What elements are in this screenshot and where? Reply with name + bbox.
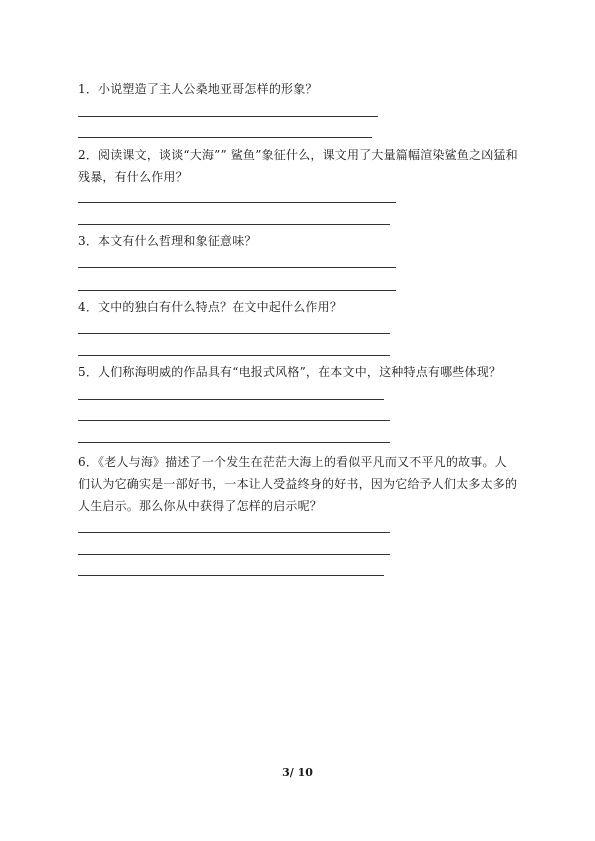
answer-line [78, 116, 378, 117]
question-2: 2．阅读课文，谈谈“大海”” 鲨鱼”象征什么，课文用了大量篇幅渲染鲨鱼之凶猛和残暴，有什么作用？ [78, 148, 518, 184]
answer-line [78, 137, 372, 138]
answer-line [78, 355, 390, 356]
answer-line [78, 420, 390, 421]
answer-line [78, 532, 390, 533]
answer-line [78, 575, 384, 576]
answer-line [78, 442, 390, 443]
question-4: 4．文中的独白有什么特点？在文中起什么作用？ [78, 300, 343, 314]
answer-line [78, 267, 396, 268]
answer-line [78, 333, 390, 334]
answer-line [78, 399, 384, 400]
page-number: 3/ 10 [282, 766, 313, 779]
answer-line [78, 224, 390, 225]
question-6: 6．《老人与海》描述了一个发生在茫茫大海上的看似平凡而又不平凡的故事。人们认为它确实是一部好书，一本让人受益终身的好书，因为它给予人们太多太多的人生启示。那么你从中获得了怎样的启示呢？ [78, 455, 518, 513]
question-1: 1．小说塑造了主人公桑地亚哥怎样的形象？ [78, 82, 318, 96]
answer-line [78, 290, 396, 291]
answer-line [78, 202, 396, 203]
question-5: 5．人们称海明威的作品具有“电报式风格”，在本文中，这种特点有哪些体现？ [78, 365, 502, 379]
answer-line [78, 554, 390, 555]
question-3: 3．本文有什么哲理和象征意味？ [78, 234, 257, 248]
